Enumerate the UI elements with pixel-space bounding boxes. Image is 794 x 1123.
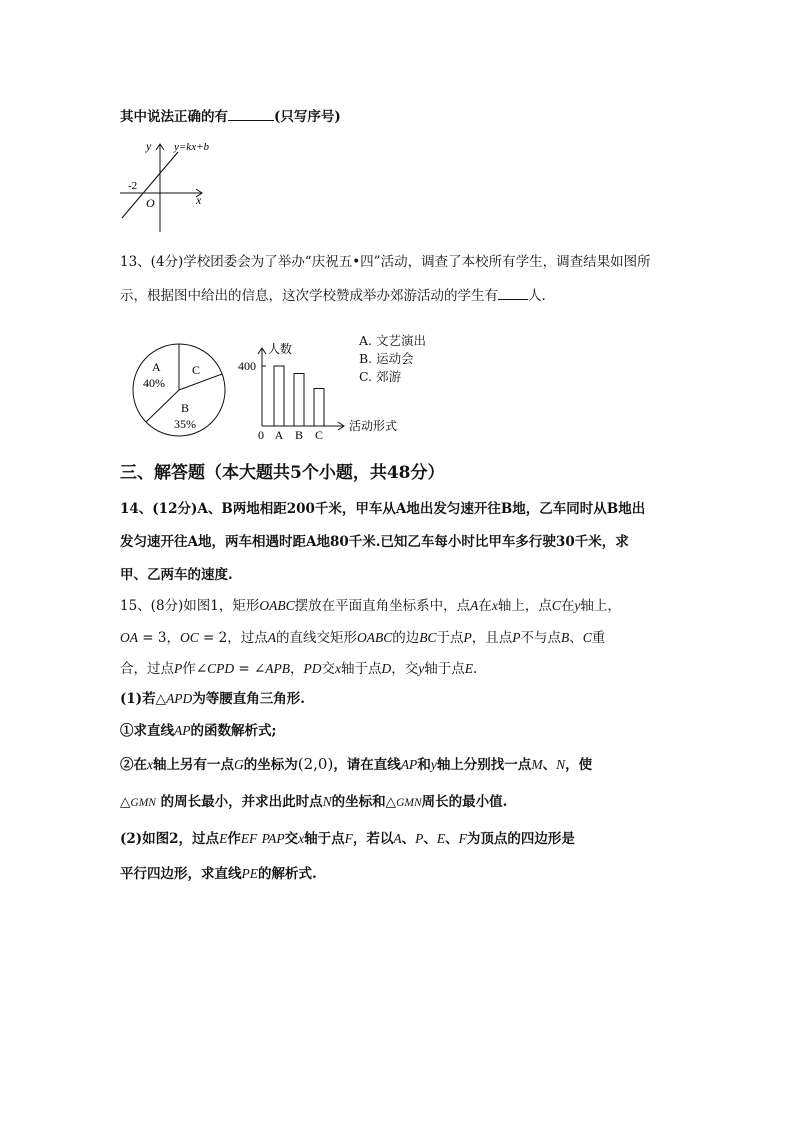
q15-line2: OA = 3，OC = 2，过点A的直线交矩形OABC的边BC于点P，且点P不与点B、C重 bbox=[120, 630, 606, 646]
q13-line2-suffix: 人. bbox=[528, 288, 546, 304]
q15-line3: 合，过点P作∠CPD = ∠APB，PD交x轴于点D，交y轴于点E. bbox=[120, 661, 478, 677]
q13-line2-prefix: 示，根据图中给出的信息，这次学校赞成举办郊游活动的学生有 bbox=[120, 288, 498, 304]
q14-line3: 甲、乙两车的速度. bbox=[120, 567, 233, 583]
q12-linear-graph bbox=[116, 136, 226, 236]
q12-answer-blank[interactable] bbox=[228, 108, 274, 121]
section-title: 三、解答题（本大题共5个小题，共48分） bbox=[120, 463, 445, 483]
legend-item-C: C. 郊游 bbox=[359, 369, 402, 384]
q15-line6: ②在x轴上另有一点G的坐标为(2,0)，请在直线AP和y轴上分别找一点M、N，使 bbox=[120, 755, 593, 773]
q15-line8: (2)如图2，过点E作EF PAP交x轴于点F，若以A、P、E、F为顶点的四边形是 bbox=[120, 831, 575, 847]
q13-pie-chart bbox=[126, 340, 236, 440]
q14-line1: 14、(12分)A、B两地相距200千米，甲车从A地出发匀速开往B地，乙车同时从B地出 bbox=[120, 501, 646, 517]
q15-line4: (1)若△APD为等腰直角三角形. bbox=[120, 691, 306, 707]
tick-400: 400 bbox=[238, 359, 256, 373]
bar-tick-A: A bbox=[274, 428, 284, 442]
q15-line1: 15、(8分)如图1，矩形OABC摆放在平面直角坐标系中，点A在x轴上，点C在y轴上， bbox=[120, 598, 621, 614]
legend-item-A: A. 文艺演出 bbox=[359, 333, 426, 348]
q13-legend bbox=[359, 332, 426, 386]
origin-label: O bbox=[146, 196, 155, 210]
pie-C-label: C bbox=[192, 363, 201, 377]
x-label: x bbox=[196, 193, 202, 207]
bar-x-axis-label: 活动形式 bbox=[349, 419, 398, 433]
q12-prefix: 其中说法正确的有 bbox=[120, 109, 228, 125]
bar-tick-B: B bbox=[294, 428, 304, 442]
q13-line2 bbox=[120, 284, 546, 304]
pie-B-label: B bbox=[181, 401, 190, 415]
func-label: y=kx+b bbox=[174, 141, 209, 153]
q15-line7: △GMN 的周长最小，并求出此时点N的坐标和△GMN周长的最小值. bbox=[120, 794, 508, 810]
q14-line2: 发匀速开往A地，两车相遇时距A地80千米.已知乙车每小时比甲车多行驶30千米，求 bbox=[120, 534, 629, 550]
q13-answer-blank[interactable] bbox=[498, 287, 528, 300]
legend-item-B: B. 运动会 bbox=[359, 351, 414, 366]
q12-suffix: (只写序号) bbox=[274, 109, 341, 125]
q12-answer-line bbox=[120, 105, 341, 125]
bar-tick-C: C bbox=[314, 428, 324, 442]
pie-B-pct: 35% bbox=[174, 417, 196, 431]
bar-C bbox=[314, 389, 324, 427]
bar-B bbox=[294, 374, 304, 427]
q15-line5: ①求直线AP的函数解析式; bbox=[120, 723, 277, 739]
pie-A-pct: 40% bbox=[143, 376, 165, 390]
y-label: y bbox=[146, 139, 152, 153]
pie-A-label: A bbox=[152, 360, 161, 374]
q13-line1: 13、(4分)学校团委会为了举办“庆祝五•四”活动，调查了本校所有学生，调查结果如图所 bbox=[120, 254, 651, 270]
bar-A bbox=[274, 366, 284, 426]
bar-origin: 0 bbox=[258, 428, 264, 442]
bar-y-axis-label: 人数 bbox=[268, 342, 293, 356]
intercept-label: -2 bbox=[128, 180, 138, 192]
q15-line9: 平行四边形，求直线PE的解析式. bbox=[120, 866, 317, 882]
